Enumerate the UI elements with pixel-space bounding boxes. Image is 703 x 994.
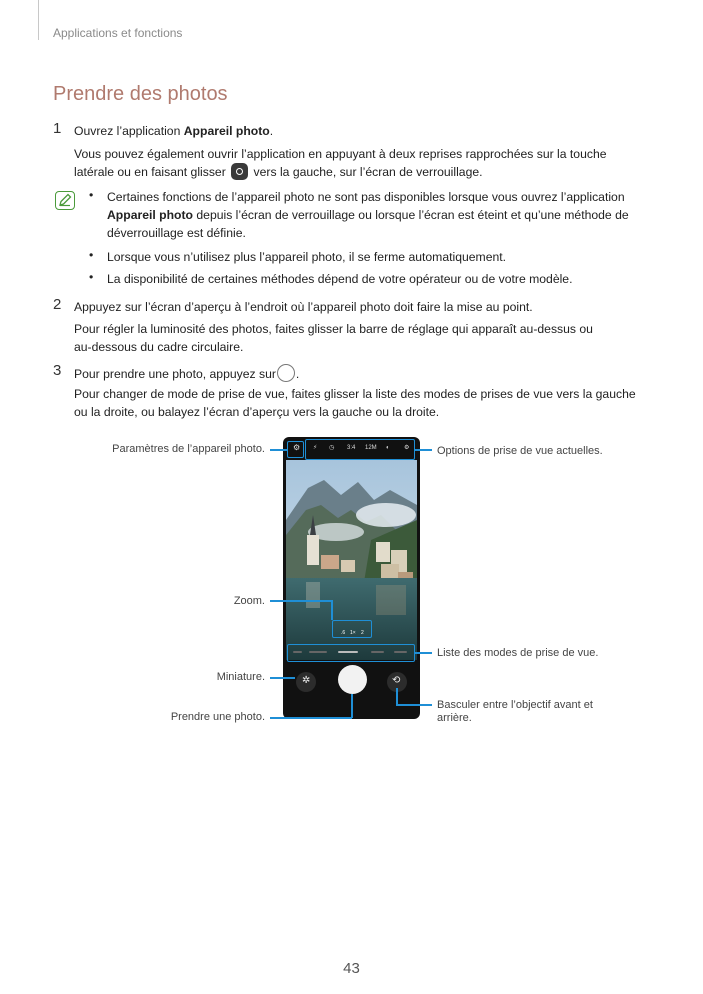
note-3-text: La disponibilité de certaines méthodes dépend de votre opérateur ou de votre modèle. (107, 272, 573, 286)
switch-callout-line-v (396, 688, 398, 705)
note-bullet-3: • (89, 270, 94, 284)
switch-callout-line-h (396, 704, 432, 706)
note-bullet-1: • (89, 188, 94, 202)
step-1-app-name: Appareil photo (183, 124, 270, 138)
step-1-sub-line-1: Vous pouvez également ouvrir l’application en appuyant à deux reprises rapprochées sur la touche (74, 147, 607, 161)
note-1-app-name: Appareil photo (107, 208, 193, 222)
ratio-option[interactable]: 3:4 (347, 445, 356, 451)
options-callout-line (415, 449, 432, 451)
step-2-line-1: Appuyez sur l’écran d’aperçu à l’endroit où l’appareil photo doit faire la mise au point. (74, 300, 533, 314)
section-header: Applications et fonctions (53, 26, 183, 40)
modes-callout-line (415, 652, 432, 654)
note-1-line-1: Certaines fonctions de l’appareil photo ne sont pas disponibles lorsque vous ouvrez l’application (107, 190, 625, 204)
modes-label: Liste des modes de prise de vue. (437, 647, 599, 659)
options-callout-box (305, 439, 415, 460)
timer-icon[interactable]: ◷ (329, 445, 335, 451)
step-3-line-1 (74, 364, 644, 384)
step-1-sub-b: latérale ou en faisant glisser (74, 165, 226, 179)
page-title: Prendre des photos (53, 83, 228, 105)
step-2-number: 2 (53, 296, 62, 313)
step-2-line-3: au-dessous du cadre circulaire. (74, 340, 244, 354)
zoom-0-6-button[interactable]: .6 (341, 630, 346, 636)
step-1-sub-c: vers la gauche, sur l’écran de verrouillage. (253, 165, 483, 179)
thumbnail-callout-line (270, 677, 295, 679)
switch-camera-label-line-1: Basculer entre l’objectif avant et (437, 699, 593, 711)
thumbnail-icon: ✲ (302, 675, 311, 686)
thumbnail-button[interactable] (296, 672, 316, 692)
shutter-callout-line-v (351, 694, 353, 718)
step-1-pre: Ouvrez l’application (74, 124, 184, 138)
zoom-callout-line-h (270, 600, 331, 602)
filter-icon[interactable]: ◐ (386, 445, 390, 451)
shutter-inline-icon (277, 364, 295, 382)
options-label: Options de prise de vue actuelles. (437, 445, 603, 457)
switch-camera-label-line-2: arrière. (437, 712, 472, 724)
note-1-rest: depuis l’écran de verrouillage ou lorsque l’écran est éteint et qu’une méthode de (193, 208, 629, 222)
step-3-end: . (295, 367, 300, 381)
step-3-text: Pour prendre une photo, appuyez sur (74, 367, 276, 381)
step-1-text (74, 122, 644, 141)
note-1-line-3: déverrouillage est définie. (107, 226, 246, 240)
step-2-line-2: Pour régler la luminosité des photos, faites glisser la barre de réglage qui apparaît au-dessus ou (74, 322, 593, 336)
step-3-line-3: ou la droite, ou balayez l’écran d’aperçu vers la gauche ou la droite. (74, 405, 440, 419)
note-1-line-2 (107, 206, 644, 225)
settings-callout-line (270, 449, 287, 451)
note-icon (55, 191, 75, 210)
take-photo-label: Prendre une photo. (170, 711, 265, 723)
more-settings-icon[interactable]: ⚙ (404, 445, 410, 451)
settings-label: Paramètres de l’appareil photo. (112, 443, 265, 455)
note-bullet-2: • (89, 248, 94, 262)
zoom-1x-button[interactable]: 1× (350, 630, 356, 636)
zoom-label: Zoom. (233, 595, 265, 607)
modes-callout-box (287, 644, 415, 662)
page-number: 43 (343, 960, 360, 977)
step-1-sub-line-2 (74, 163, 644, 182)
resolution-option[interactable]: 12M (365, 445, 377, 451)
note-2-text: Lorsque vous n’utilisez plus l’appareil photo, il se ferme automatiquement. (107, 250, 507, 264)
shutter-button[interactable] (338, 665, 367, 694)
switch-camera-icon: ⟲ (392, 675, 401, 686)
settings-callout-box (287, 441, 304, 458)
settings-icon[interactable]: ⚙ (293, 443, 301, 452)
camera-app-icon (231, 163, 248, 180)
header-rule (38, 0, 39, 40)
zoom-2x-button[interactable]: 2 (361, 630, 364, 636)
step-1-number: 1 (53, 120, 62, 137)
flash-icon[interactable]: ⚡ (313, 445, 318, 451)
shutter-callout-line-h (270, 717, 352, 719)
phone-screenshot (283, 437, 420, 719)
step-3-line-2: Pour changer de mode de prise de vue, faites glisser la liste des modes de prises de vue vers la gauche (74, 387, 636, 401)
thumbnail-label: Miniature. (216, 671, 265, 683)
zoom-callout-line-v (331, 600, 333, 620)
step-3-number: 3 (53, 362, 62, 379)
step-1-post: . (269, 124, 274, 138)
zoom-callout-box (332, 620, 372, 638)
